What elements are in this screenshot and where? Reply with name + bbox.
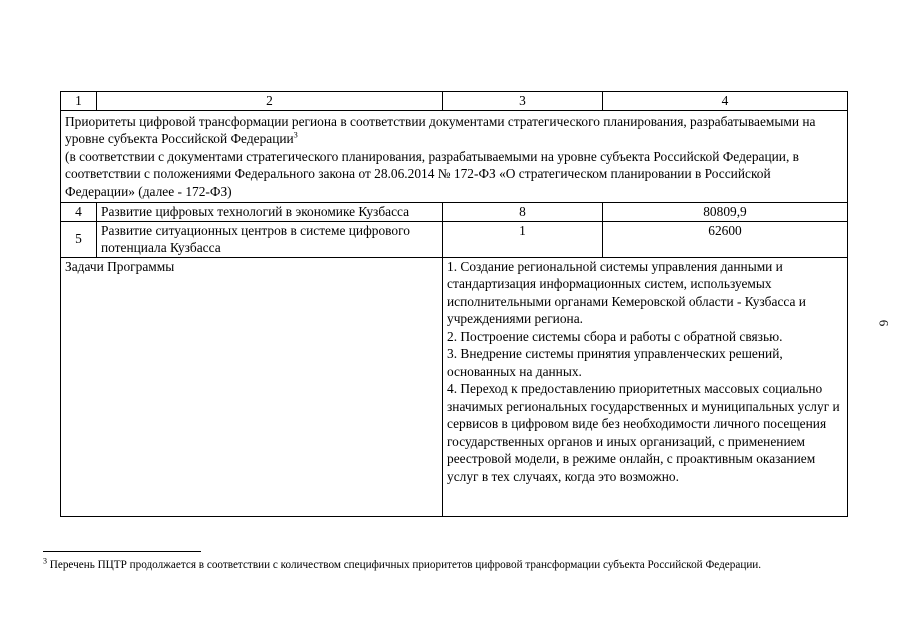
table-row	[61, 221, 848, 257]
program-table	[60, 91, 848, 517]
row-amount: 62600	[603, 221, 848, 257]
page-number: 6	[876, 319, 892, 327]
task-item: 4. Переход к предоставлению приоритетных массовых социально значимых региональных государственных и муниципальных услуг и сервисов в цифровом виде без необходимости личного посещения государственных органов и иных организаций, с применением реестровой модели, в режиме онлайн, с проактивным оказанием услуг в тех случаях, когда это возможно.	[447, 381, 840, 484]
task-item: 2. Построение системы сбора и работы с обратной связью.	[447, 328, 783, 344]
table-row	[61, 203, 848, 222]
footnote-divider	[43, 551, 201, 552]
tasks-list	[443, 257, 848, 516]
row-number: 5	[61, 221, 97, 257]
footnote-text: Перечень ПЦТР продолжается в соответствии с количеством специфичных приоритетов цифровой трансформации субъекта Российской Федерации.	[49, 559, 762, 571]
row-number: 4	[61, 203, 97, 222]
row-amount: 80809,9	[603, 203, 848, 222]
footnote-mark: 3	[43, 556, 47, 566]
tasks-label: Задачи Программы	[61, 257, 443, 516]
priority-note: (в соответствии с документами стратегического планирования, разрабатываемыми на уровне субъекта Российской Федерации, в соответствии с положениями Федерального закона от 28.06.2014 № 172-ФЗ «О стратегическом планировании в Российской Федерации» (далее - 172-ФЗ)	[65, 148, 799, 199]
header-col-4: 4	[603, 92, 848, 111]
task-item: 3. Внедрение системы принятия управленческих решений, основанных на данных.	[447, 346, 783, 379]
priority-cell	[61, 110, 848, 203]
tasks-row	[61, 257, 848, 516]
row-name: Развитие ситуационных центров в системе цифрового потенциала Кузбасса	[97, 221, 443, 257]
footnote	[43, 558, 860, 573]
row-count: 8	[443, 203, 603, 222]
header-col-2: 2	[97, 92, 443, 111]
row-name: Развитие цифровых технологий в экономике Кузбасса	[97, 203, 443, 222]
priority-heading	[65, 113, 843, 148]
row-count: 1	[443, 221, 603, 257]
priority-row	[61, 110, 848, 203]
header-col-3: 3	[443, 92, 603, 111]
table-header-row	[61, 92, 848, 111]
header-col-1: 1	[61, 92, 97, 111]
priority-text: Приоритеты цифровой трансформации региона в соответствии документами стратегического планирования, разрабатываемыми на уровне субъекта Российской Федерации	[65, 113, 816, 146]
footnote-ref: 3	[293, 130, 298, 140]
task-item: 1. Создание региональной системы управления данными и стандартизация информационных систем, используемых исполнительными органами Кемеровской области - Кузбасса и учреждениями региона.	[447, 258, 806, 326]
